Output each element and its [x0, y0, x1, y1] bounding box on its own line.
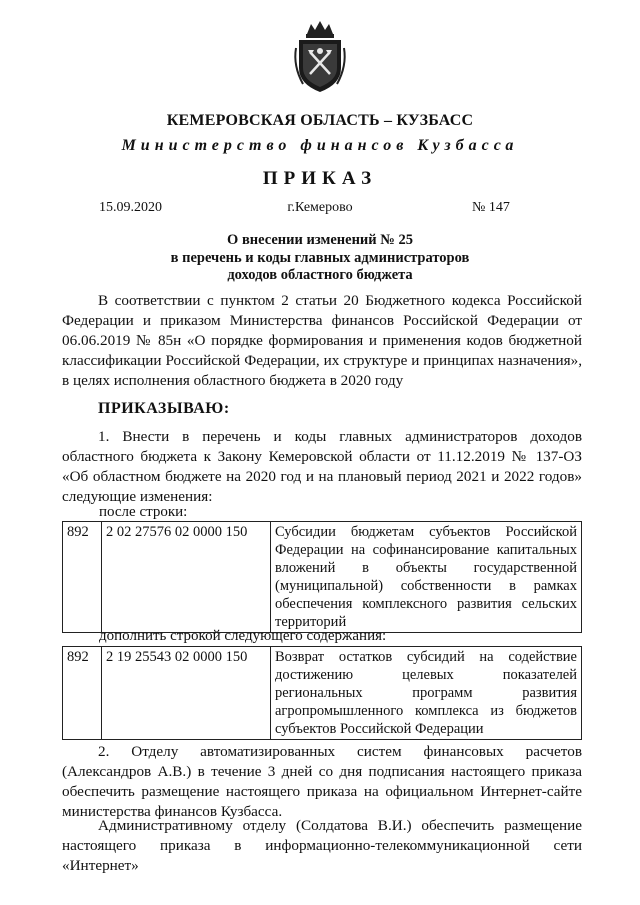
admin-code-cell: 892	[63, 522, 102, 633]
order-subject	[0, 232, 640, 285]
table-row	[63, 522, 582, 633]
ministry-name: Министерство финансов Кузбасса	[121, 137, 519, 154]
description-cell: Субсидии бюджетам субъектов Российской Федерации на софинансирование капитальных вложений в объекты государственной (муниципальной) собственности в рамках обеспечения комплексного развития сельских территорий	[271, 522, 582, 633]
budget-code-cell: 2 19 25543 02 0000 150	[102, 647, 271, 740]
coat-of-arms-icon	[291, 18, 349, 96]
order-number: № 147	[472, 200, 510, 215]
region-title: КЕМЕРОВСКАЯ ОБЛАСТЬ – КУЗБАСС	[166, 112, 474, 129]
admin-code-cell: 892	[63, 647, 102, 740]
after-row-label: после строки:	[99, 504, 188, 520]
document-type: ПРИКАЗ	[262, 168, 378, 189]
new-code-table	[62, 646, 582, 740]
subject-line-1: О внесении изменений № 25	[227, 232, 413, 248]
subject-line-2: в перечень и коды главных администраторов	[170, 249, 470, 266]
description-cell: Возврат остатков субсидий на содействие достижению целевых показателей региональных программ развития агропромышленного комплекса из бюджетов субъектов Российской Федерации	[271, 647, 582, 740]
add-row-label: дополнить строкой следующего содержания:	[99, 628, 387, 644]
table-row	[63, 647, 582, 740]
order-city: г.Кемерово	[287, 200, 353, 215]
budget-code-cell: 2 02 27576 02 0000 150	[102, 522, 271, 633]
item-1-paragraph: 1. Внести в перечень и коды главных администраторов доходов областного бюджета к Закону Кемеровской области от 11.12.2019 № 137-ОЗ «Об областном бюджете на 2020 год и на плановый период 2021 и 2022 годов» следующие изменения:	[62, 428, 582, 505]
subject-line-3: доходов областного бюджета	[227, 267, 413, 283]
item-2-paragraph: 2. Отделу автоматизированных систем финансовых расчетов (Александров А.В.) в течение 3 дней со дня подписания настоящего приказа обеспечить размещение настоящего приказа на официальном Интернет-сайте министерства финансов Кузбасса.	[62, 743, 582, 820]
order-date: 15.09.2020	[99, 200, 162, 215]
preamble-paragraph: В соответствии с пунктом 2 статьи 20 Бюджетного кодекса Российской Федерации и приказом Министерства финансов Российской Федерации от 06.06.2019 № 85н «О порядке формирования и применения кодов бюджетной классификации Российской Федерации, их структуре и принципах назначения», в целях исполнения областного бюджета в 2020 году	[62, 292, 582, 389]
item-3-paragraph: Административному отделу (Солдатова В.И.) обеспечить размещение настоящего приказа в информационно-телекоммуникационной сети «Интернет»	[62, 817, 582, 874]
existing-code-table	[62, 521, 582, 633]
order-word: ПРИКАЗЫВАЮ:	[98, 400, 230, 417]
